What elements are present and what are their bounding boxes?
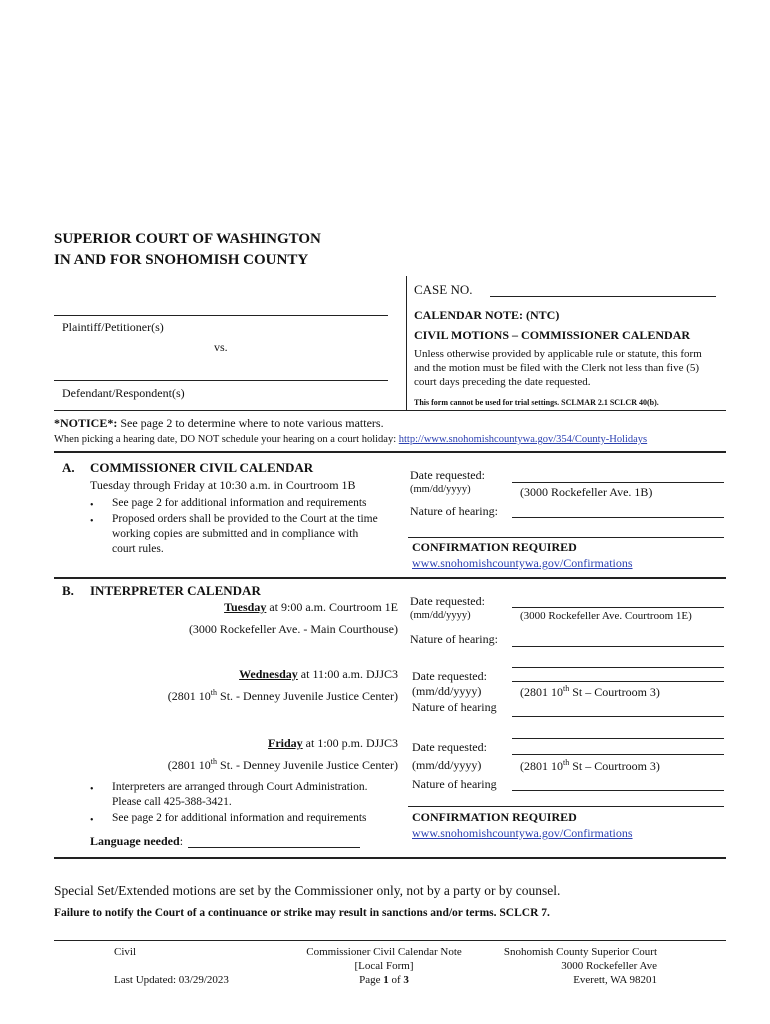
tuesday-date-format: (mm/dd/yyyy): [410, 610, 471, 621]
section-a-bullet1: See page 2 for additional information and requirements: [112, 497, 367, 509]
section-a-confirm-link[interactable]: www.snohomishcountywa.gov/Confirmations: [412, 556, 633, 570]
section-a-title: COMMISSIONER CIVIL CALENDAR: [90, 460, 314, 475]
section-a-location: (3000 Rockefeller Ave. 1B): [520, 485, 653, 499]
wednesday-date-format: (mm/dd/yyyy): [412, 684, 482, 698]
tuesday-place: (3000 Rockefeller Ave. - Main Courthouse): [188, 622, 398, 636]
section-a-nature-field[interactable]: [512, 517, 724, 518]
wednesday-day: Wednesday: [239, 667, 298, 681]
note-title: CALENDAR NOTE: (NTC): [414, 308, 560, 322]
wednesday-schedule: [239, 667, 398, 682]
footer-form-type: [Local Form]: [354, 960, 414, 972]
section-b-letter: B.: [62, 583, 74, 598]
friday-place: (2801 10th St. - Denney Juvenile Justice Center): [167, 757, 398, 772]
holiday-link[interactable]: http://www.snohomishcountywa.gov/354/County-Holidays: [398, 434, 648, 445]
friday-location: (2801 10th St – Courtroom 3): [520, 758, 660, 773]
tuesday-date-label: Date requested:: [410, 594, 485, 608]
language-field[interactable]: [188, 847, 360, 848]
section-b-confirm-rule: [408, 806, 724, 807]
caption-bottom-rule: [54, 410, 726, 411]
tuesday-time: at 9:00 a.m. Courtroom 1E: [266, 600, 398, 614]
bullet-icon: •: [90, 784, 94, 795]
wednesday-nature-label: Nature of hearing: [412, 700, 497, 714]
bullet-icon: •: [90, 516, 94, 527]
section-a-top-rule: [54, 451, 726, 453]
special-set-note: Special Set/Extended motions are set by the Commissioner only, not by a party or by counsel.: [54, 883, 561, 898]
holiday-line: [54, 434, 647, 445]
friday-date-field[interactable]: [512, 754, 724, 755]
defendant-label: Defendant/Respondent(s): [62, 386, 185, 400]
footer-updated: Last Updated: 03/29/2023: [114, 974, 229, 986]
section-a-bullet2-l2: working copies are submitted and in compliance with: [112, 528, 359, 540]
section-a-date-field[interactable]: [512, 482, 724, 483]
note-text-3: court days preceding the date requested.: [414, 376, 591, 388]
section-b-confirm-link[interactable]: www.snohomishcountywa.gov/Confirmations: [412, 826, 633, 840]
note-text-2: and the motion must be filed with the Clerk not less than five (5): [414, 362, 700, 374]
section-b-title: INTERPRETER CALENDAR: [90, 583, 261, 598]
wednesday-nature-field[interactable]: [512, 716, 724, 717]
friday-day: Friday: [267, 736, 303, 750]
failure-note: Failure to notify the Court of a continuance or strike may result in sanctions and/or terms. SCLCR 7.: [54, 907, 550, 919]
tuesday-nature-field[interactable]: [512, 646, 724, 647]
friday-nature-label: Nature of hearing: [412, 777, 497, 791]
footer-address1: 3000 Rockefeller Ave: [561, 960, 657, 972]
court-title-line2: IN AND FOR SNOHOMISH COUNTY: [54, 252, 309, 268]
tuesday-nature-label: Nature of hearing:: [410, 632, 498, 646]
section-a-nature-label: Nature of hearing:: [410, 504, 498, 518]
notice-text: See page 2 to determine where to note various matters.: [120, 416, 384, 430]
notice-line: [54, 416, 384, 431]
friday-schedule: [268, 736, 398, 751]
caption-divider: [406, 276, 407, 410]
tuesday-date-field[interactable]: [512, 607, 724, 608]
section-b-top-rule: [54, 577, 726, 579]
footer-court-name: Snohomish County Superior Court: [503, 946, 657, 958]
section-a-bullet2-l1: Proposed orders shall be provided to the Court at the time: [112, 513, 378, 525]
footer-rule: [54, 940, 726, 941]
language-needed: Language needed:: [90, 834, 184, 848]
note-text-1: Unless otherwise provided by applicable rule or statute, this form: [414, 348, 702, 360]
wednesday-top-rule: [512, 667, 724, 668]
court-title-line1: SUPERIOR COURT OF WASHINGTON: [54, 231, 321, 247]
section-a-schedule: Tuesday through Friday at 10:30 a.m. in Courtroom 1B: [90, 478, 356, 492]
trial-warning: This form cannot be used for trial settings. SCLMAR 2.1 SCLCR 40(b).: [414, 398, 659, 407]
footer-page-number: Page 1 of 3: [359, 974, 409, 986]
wednesday-location: (2801 10th St – Courtroom 3): [520, 684, 660, 699]
section-b-bullet1-l1: Interpreters are arranged through Court Administration.: [112, 781, 368, 793]
case-no-field[interactable]: [490, 296, 716, 297]
tuesday-day: Tuesday: [224, 600, 267, 614]
note-subtitle: CIVIL MOTIONS – COMMISSIONER CALENDAR: [414, 328, 691, 342]
tuesday-schedule: [224, 600, 398, 615]
section-b-confirm-label: CONFIRMATION REQUIRED: [412, 810, 577, 824]
case-no-label: CASE NO.: [414, 282, 473, 297]
notice-label: *NOTICE*:: [54, 416, 118, 430]
tuesday-location: (3000 Rockefeller Ave. Courtroom 1E): [520, 610, 692, 622]
friday-time: at 1:00 p.m. DJJC3: [302, 736, 398, 750]
wednesday-time: at 11:00 a.m. DJJC3: [297, 667, 398, 681]
friday-nature-field[interactable]: [512, 790, 724, 791]
section-b-bottom-rule: [54, 857, 726, 859]
friday-date-label: Date requested:: [412, 740, 487, 754]
friday-date-format: (mm/dd/yyyy): [412, 758, 482, 772]
section-a-confirm-label: CONFIRMATION REQUIRED: [412, 540, 577, 554]
footer-form-name: Commissioner Civil Calendar Note: [306, 946, 462, 958]
footer-category: Civil: [114, 946, 137, 958]
holiday-text: When picking a hearing date, DO NOT schedule your hearing on a court holiday:: [54, 434, 397, 445]
section-a-confirm-rule: [408, 537, 724, 538]
wednesday-date-label: Date requested:: [412, 669, 487, 683]
bullet-icon: •: [90, 500, 94, 511]
section-a-letter: A.: [62, 460, 75, 475]
section-a-date-format: (mm/dd/yyyy): [410, 484, 471, 495]
wednesday-place: (2801 10th St. - Denney Juvenile Justice Center): [167, 688, 398, 703]
friday-top-rule: [512, 738, 724, 739]
section-a-bullet2-l3: court rules.: [112, 543, 164, 555]
footer-address2: Everett, WA 98201: [573, 974, 657, 986]
plaintiff-label: Plaintiff/Petitioner(s): [62, 320, 164, 334]
vs-label: vs.: [214, 340, 228, 354]
defendant-field[interactable]: [54, 380, 388, 381]
language-label: Language needed: [90, 834, 180, 848]
wednesday-date-field[interactable]: [512, 681, 724, 682]
plaintiff-field[interactable]: [54, 315, 388, 316]
section-b-bullet1-l2: Please call 425-388-3421.: [112, 796, 232, 808]
section-b-bullet2: See page 2 for additional information and requirements: [112, 812, 367, 824]
section-a-date-label: Date requested:: [410, 468, 485, 482]
bullet-icon: •: [90, 815, 94, 826]
